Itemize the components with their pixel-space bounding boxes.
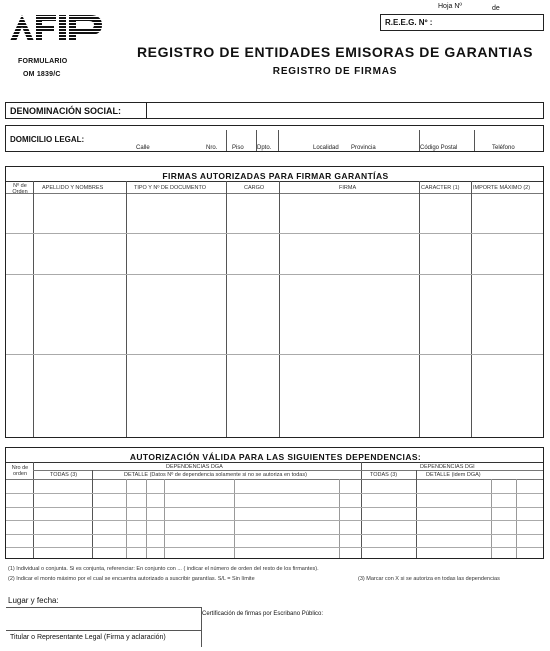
page-title: REGISTRO DE ENTIDADES EMISORAS DE GARANTIAS	[136, 44, 534, 60]
denominacion-label: DENOMINACIÓN SOCIAL:	[10, 106, 121, 116]
page-subtitle: REGISTRO DE FIRMAS	[272, 66, 398, 77]
field-telefono: Teléfono	[492, 145, 515, 151]
dgi-todas: TODAS (3)	[370, 472, 398, 478]
field-localidad: Localidad	[313, 145, 339, 151]
afip-logo	[8, 14, 106, 42]
form-label: FORMULARIO	[18, 58, 68, 65]
titular-label: Titular o Representante Legal (Firma y aclaración)	[10, 634, 166, 641]
firmas-table	[5, 166, 544, 438]
col-cargo: CARGO	[244, 185, 265, 191]
field-cp: Código Postal	[420, 145, 458, 151]
note-2: (2) Indicar el monto máximo por el cual se encuentra autorizado a suscribir garantías. S/L = Sin límite	[8, 576, 255, 582]
field-nro: Nro.	[206, 145, 218, 151]
de-label: de	[492, 5, 500, 12]
dgi-header: DEPENDENCIAS DGI	[420, 464, 475, 470]
firmas-title: FIRMAS AUTORIZADAS PARA FIRMAR GARANTÍAS	[162, 171, 389, 181]
domicilio-box[interactable]	[5, 125, 544, 152]
col-firma: FIRMA	[339, 185, 357, 191]
aut-nro-orden: Nro de orden	[11, 465, 29, 477]
note-1: (1) Individual o conjunta. Si es conjunta, referenciar: En conjunto con ... ( indicar el número de orden del resto de los firmantes).	[8, 566, 319, 572]
domicilio-label: DOMICILIO LEGAL:	[10, 135, 85, 144]
autorizacion-table	[5, 447, 544, 559]
form-code: OM 1839/C	[23, 71, 61, 78]
dga-detalle: DETALLE (Datos Nº de dependencia solamente si no se autoriza en todas)	[124, 472, 307, 478]
field-piso: Piso	[232, 145, 244, 151]
certificacion-label: Certificación de firmas por Escribano Público:	[202, 611, 324, 617]
denominacion-box[interactable]	[5, 102, 544, 119]
col-apellido: APELLIDO Y NOMBRES	[42, 185, 104, 191]
dga-header: DEPENDENCIAS DGA	[166, 464, 223, 470]
col-caracter: CARACTER (1)	[421, 185, 460, 191]
col-importe: IMPORTE MÁXIMO (2)	[473, 185, 531, 191]
field-provincia: Provincia	[351, 145, 376, 151]
field-calle: Calle	[136, 145, 150, 151]
autorizacion-title: AUTORIZACIÓN VÁLIDA PARA LAS SIGUIENTES DEPENDENCIAS:	[129, 452, 422, 462]
dga-todas: TODAS (3)	[50, 472, 78, 478]
col-documento: TIPO Y Nº DE DOCUMENTO	[134, 185, 206, 191]
hoja-label: Hoja Nº	[438, 3, 462, 10]
dgi-detalle: DETALLE (idem DGA)	[426, 472, 481, 478]
reeg-label: R.E.E.G. Nº :	[385, 18, 433, 27]
col-nro-orden: Nº de Orden	[12, 183, 28, 195]
lugar-fecha-label: Lugar y fecha:	[8, 596, 59, 605]
field-dpto: Dpto.	[257, 145, 272, 151]
note-3: (3) Marcar con X si se autoriza en todas las dependencias	[358, 576, 500, 582]
reeg-box[interactable]	[380, 14, 544, 31]
